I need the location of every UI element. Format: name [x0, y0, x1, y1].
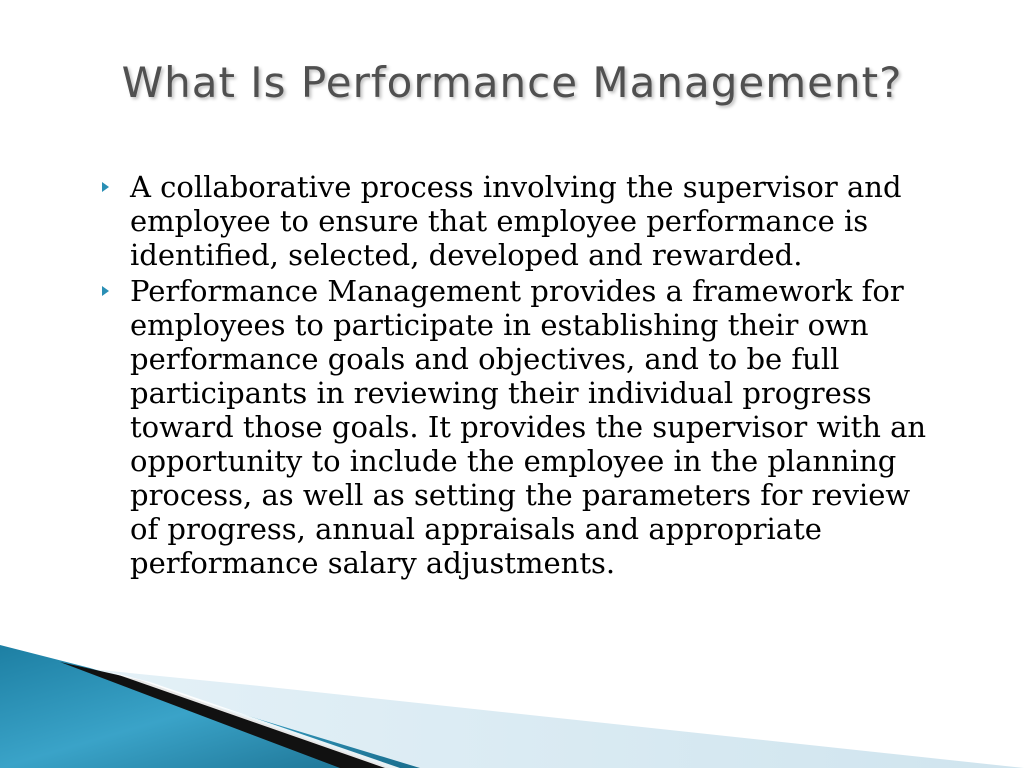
- list-item: [100, 274, 930, 580]
- list-item: [100, 170, 930, 272]
- bullet-text: Performance Management provides a framework for employees to participate in establishing their own performance goals and objectives, and to be full participants in reviewing their individual progress toward those goals. It provides the supervisor with an opportunity to include the employee in the planning process, as well as setting the parameters for review of progress, annual appraisals and appropriate performance salary adjustments.: [130, 274, 927, 580]
- bullet-text: A collaborative process involving the supervisor and employee to ensure that employee performance is identified, selected, developed and rewarded.: [130, 170, 902, 272]
- blue-wedge: [0, 645, 420, 768]
- light-stripe: [0, 660, 1024, 768]
- triangle-right-icon: [102, 182, 109, 192]
- slide-title: What Is Performance Management?: [121, 58, 903, 107]
- black-stripe: [60, 662, 390, 768]
- triangle-right-icon: [102, 286, 109, 296]
- bullet-list: [100, 170, 930, 582]
- white-gap-stripe: [110, 672, 400, 768]
